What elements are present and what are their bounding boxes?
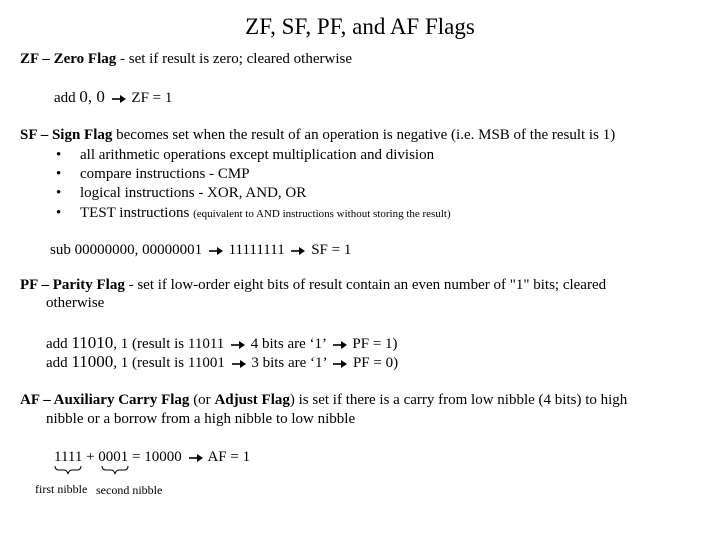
af-name: AF – Auxiliary Carry Flag <box>20 392 190 408</box>
sf-example-op: sub 00000000, 00000001 <box>50 242 203 258</box>
arrow-right-icon <box>112 94 126 104</box>
af-desc: (or <box>189 392 215 408</box>
sf-bullet: • logical instructions - XOR, AND, OR <box>56 185 307 201</box>
zf-example-result: ZF = 1 <box>131 90 173 106</box>
pf-example-op: add <box>46 336 72 352</box>
first-nibble-label: first nibble <box>35 482 88 496</box>
pf-example-text: , 1 (result is 11011 <box>113 336 225 352</box>
pf-example-result: PF = 1) <box>352 336 398 352</box>
sf-bullet-text: TEST instructions <box>80 205 194 221</box>
arrow-right-icon <box>189 453 203 463</box>
af-example <box>54 449 250 466</box>
arrow-right-icon <box>333 340 347 350</box>
af-desc: ) is set if there is a carry from low nibble (4 bits) to high <box>289 392 628 408</box>
af-definition <box>20 392 627 409</box>
sf-bullet: • all arithmetic operations except multiplication and division <box>56 147 435 163</box>
sf-definition <box>20 127 615 144</box>
pf-example-1 <box>46 333 398 353</box>
sf-desc: becomes set when the result of an operation is negative (i.e. MSB of the result is 1) <box>112 127 616 143</box>
sf-bullet: • compare instructions - CMP <box>56 166 250 182</box>
pf-example-operand: 11000 <box>71 352 114 371</box>
sf-bullet-text: compare instructions - CMP <box>80 166 250 182</box>
pf-example-text: 4 bits are ‘1’ <box>250 336 326 352</box>
sf-example-result: SF = 1 <box>311 242 352 258</box>
af-example-result: AF = 1 <box>207 449 251 465</box>
arrow-right-icon <box>231 340 245 350</box>
af-example-op: 1111 + 0001 = 10000 <box>54 449 182 465</box>
pf-definition <box>20 277 606 294</box>
zf-desc: - set if result is zero; cleared otherwise <box>116 51 352 67</box>
arrow-right-icon <box>333 359 347 369</box>
pf-example-operand: 11010 <box>71 333 114 352</box>
arrow-right-icon <box>232 359 246 369</box>
sf-bullet: • TEST instructions (equivalent to AND instructions without storing the result) <box>56 205 451 221</box>
nibble-brace-icons <box>50 465 140 477</box>
af-definition-cont: nibble or a borrow from a high nibble to low nibble <box>46 411 356 427</box>
zf-example-op: add <box>54 90 80 106</box>
pf-name: PF – Parity Flag <box>20 277 125 293</box>
pf-desc: - set if low-order eight bits of result contain an even number of "1" bits; cleared <box>124 277 607 293</box>
pf-definition-cont: otherwise <box>46 295 105 311</box>
af-name-alt: Adjust Flag <box>214 392 290 408</box>
arrow-right-icon <box>291 246 305 256</box>
sf-bullet-text: logical instructions - XOR, AND, OR <box>80 185 307 201</box>
sf-bullet-note: (equivalent to AND instructions without storing the result) <box>193 208 451 220</box>
pf-example-2 <box>46 352 398 372</box>
sf-example <box>50 242 351 259</box>
sf-bullet-text: all arithmetic operations except multiplication and division <box>80 147 435 163</box>
pf-example-text: , 1 (result is 11001 <box>113 355 225 371</box>
second-nibble-label: second nibble <box>96 483 163 497</box>
sf-example-value: 11111111 <box>228 242 285 258</box>
zf-example-operands: 0, 0 <box>79 87 105 106</box>
pf-example-op: add <box>46 355 72 371</box>
zf-name: ZF – Zero Flag <box>20 51 117 67</box>
zf-definition <box>20 51 352 68</box>
pf-example-result: PF = 0) <box>352 355 399 371</box>
sf-name: SF – Sign Flag <box>20 127 113 143</box>
page-title: ZF, SF, PF, and AF Flags <box>245 14 475 39</box>
pf-example-text: 3 bits are ‘1’ <box>251 355 327 371</box>
zf-example <box>54 87 172 107</box>
arrow-right-icon <box>209 246 223 256</box>
